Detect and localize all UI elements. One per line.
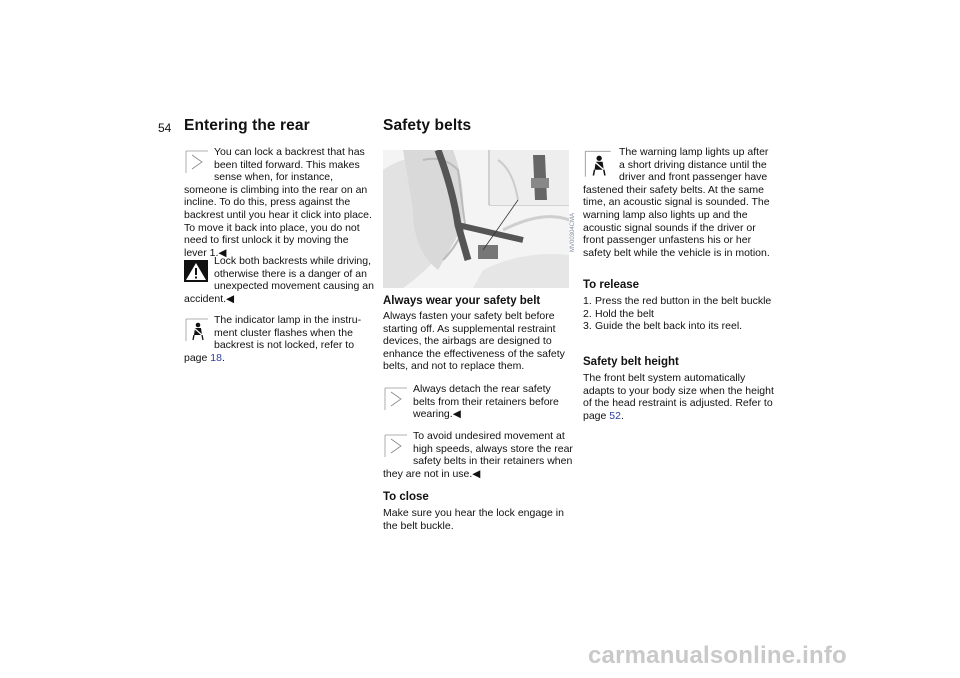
seatbelt-illustration	[383, 150, 569, 288]
watermark: carmanualsonline.info	[588, 642, 847, 669]
note-indicator-lamp	[184, 314, 374, 364]
note-detach-rear-belts	[383, 383, 573, 421]
triangle-note-icon	[184, 149, 210, 175]
warning-lock-backrests	[184, 255, 374, 305]
warning-text: Lock both backrests while driving, otherwise there is a danger of an unexpected movement causing an accident.◀	[184, 255, 374, 305]
seatbelt-icon	[184, 317, 210, 343]
warning-icon	[184, 258, 210, 284]
heading-entering-rear: Entering the rear	[184, 117, 310, 134]
release-step-1: Press the red button in the belt buckle	[595, 295, 772, 307]
note-lock-backrest	[184, 146, 374, 259]
text-belt-height: The front belt system automatically adapts to your body size when the height of the head restraint is adjusted. Refer to page 52.	[583, 372, 774, 422]
heading-safety-belts: Safety belts	[383, 117, 472, 134]
note-text-indicator: The indicator lamp in the instru-ment cluster flashes when the backrest is not locked, refer to page 18.	[184, 314, 362, 364]
triangle-note-icon	[383, 386, 409, 412]
heading-to-close: To close	[383, 491, 429, 503]
seatbelt-photo	[383, 150, 569, 288]
triangle-note-icon	[383, 433, 409, 459]
note-text: You can lock a backrest that has been tilted forward. This makes sense when, for instance, someone is climbing into the rear on an incline. To do this, press against the backrest until you hear it click into place. To move it back into place, you do not need to first unlock it by moving the lever 1.◀	[184, 146, 372, 259]
seatbelt-icon	[583, 149, 613, 179]
note-warning-lamp	[583, 146, 775, 259]
image-code: MV00304CMA	[570, 212, 576, 252]
heading-belt-height: Safety belt height	[583, 356, 679, 368]
heading-to-release: To release	[583, 279, 640, 291]
note-text: The warning lamp lights up after a short driving distance until the driver and front passenger have fastened their safety belts. At the same time, an acoustic signal is sounded. The warning lamp also lights up and the acoustic signal sounds if the driver or front passenger unfastens his or her safety belt while the vehicle is in motion.	[583, 146, 770, 259]
text-to-close: Make sure you hear the lock engage in the belt buckle.	[383, 507, 564, 532]
release-step-3: Guide the belt back into its reel.	[595, 320, 743, 333]
release-step-2: Hold the belt	[595, 307, 654, 320]
text-always-wear: Always fasten your safety belt before starting off. As supplemental restraint devices, the airbags are designed to enhance the effectiveness of the safety belts, and not to replace them.	[383, 310, 565, 373]
page-link-18[interactable]: 18	[210, 351, 222, 364]
page-link-52[interactable]: 52	[609, 409, 621, 422]
note-text: To avoid undesired movement at high speeds, always store the rear safety belts in their retainers when they are not in use.◀	[383, 430, 573, 480]
heading-always-wear: Always wear your safety belt	[383, 295, 541, 307]
note-text: Always detach the rear safety belts from their retainers before wearing.◀	[413, 383, 559, 421]
list-to-release: 1. Press the red button in the belt buckle 2. Hold the belt 3. Guide the belt back into its reel.	[583, 295, 772, 333]
note-store-rear-belts	[383, 430, 573, 480]
page-number: 54	[158, 121, 172, 135]
